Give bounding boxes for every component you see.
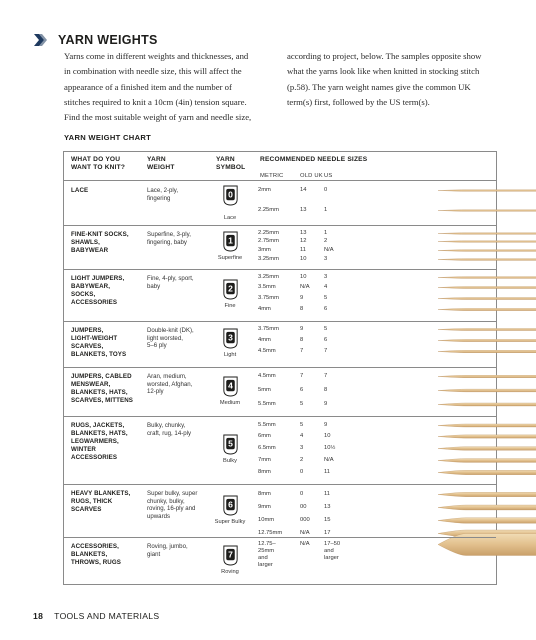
yarn-skein-icon: [221, 328, 240, 349]
header-weight-line: WEIGHT: [147, 164, 175, 172]
metric-value: 8mm: [258, 469, 271, 475]
header-weight-line: YARN: [147, 156, 166, 163]
project-line: THROWS, RUGS: [71, 559, 122, 566]
project-cell: [71, 543, 143, 567]
project-line: ACCESSORIES: [71, 454, 118, 461]
old-uk-value: 5: [300, 422, 304, 428]
symbol-name: Bulky: [223, 458, 237, 464]
us-value: 9: [324, 401, 328, 407]
old-uk-value: 8: [300, 306, 304, 312]
weight-line: Super bulky, super: [147, 490, 198, 497]
us-value: 1: [324, 207, 328, 213]
header-what-line: WHAT DO YOU: [71, 156, 121, 163]
header-us: US: [324, 173, 333, 179]
yarn-symbol: [210, 231, 250, 252]
intro-line: in combination with needle size, this will affect the: [64, 66, 242, 77]
project-line: JUMPERS,: [71, 327, 104, 334]
project-cell: [71, 373, 143, 405]
project-cell: [71, 490, 143, 514]
header-what: [71, 156, 125, 173]
chart-title: YARN WEIGHT CHART: [64, 133, 152, 142]
project-line: LACE: [71, 187, 89, 194]
weight-line: Lace, 2-ply,: [147, 187, 179, 194]
table-row: [64, 367, 496, 416]
metric-value: 10mm: [258, 517, 275, 523]
metric-value: 3.25mm: [258, 256, 279, 262]
metric-value: 2.25mm: [258, 207, 279, 213]
symbol-name: Superfine: [217, 255, 243, 261]
weight-line: upwards: [147, 512, 171, 520]
weight-cell: [147, 187, 209, 202]
us-value: 17–50: [324, 541, 341, 547]
old-uk-value: 9: [300, 326, 304, 332]
old-uk-value: 11: [300, 247, 307, 253]
weight-cell: [147, 490, 209, 520]
yarn-symbol: [210, 376, 250, 397]
old-uk-value: 7: [300, 348, 304, 354]
project-line: BABYWEAR: [71, 247, 109, 254]
weight-line: Bulky, chunky,: [147, 422, 186, 429]
old-uk-value: 13: [300, 230, 307, 236]
old-uk-value: 5: [300, 401, 304, 407]
old-uk-value: 13: [300, 207, 307, 213]
old-uk-value: 4: [300, 433, 304, 439]
weight-line: fingering: [147, 194, 171, 202]
us-value: 13: [324, 504, 331, 510]
weight-cell: [147, 231, 209, 246]
project-line: ACCESSORIES,: [71, 543, 119, 550]
yarn-symbol: [210, 185, 250, 206]
old-uk-value: 9: [300, 295, 304, 301]
intro-line: according to project, below. The samples opposite show: [287, 51, 482, 61]
symbol-number: 0: [227, 189, 233, 200]
project-line: RUGS, JACKETS,: [71, 422, 125, 429]
intro-line: appearance of a finished item and the number of: [64, 81, 232, 92]
table-row: [64, 416, 496, 484]
old-uk-value: 10: [300, 256, 307, 262]
table-row: [64, 269, 496, 321]
needle-sizes: [258, 367, 368, 416]
old-uk-value: N/A: [300, 530, 310, 536]
metric-value: 5.5mm: [258, 401, 276, 407]
project-line: SCARVES,: [71, 343, 104, 350]
table-row: [64, 225, 496, 269]
project-line: SHAWLS,: [71, 239, 100, 246]
header-symbol-line: SYMBOL: [216, 164, 246, 172]
weight-line: roving, 16-ply and: [147, 505, 196, 513]
project-line: BLANKETS, HATS,: [71, 430, 128, 437]
weight-line: worsted, Afghan,: [147, 380, 193, 388]
weight-line: 12-ply: [147, 388, 164, 396]
us-value: 10: [324, 433, 331, 439]
weight-line: Fine, 4-ply, sport,: [147, 275, 194, 282]
old-uk-value: 14: [300, 187, 307, 193]
project-line: HEAVY BLANKETS,: [71, 490, 131, 497]
metric-value: 25mm: [258, 548, 275, 554]
intro-line: Yarns come in different weights and thicknesses, and: [64, 51, 249, 61]
project-cell: [71, 187, 143, 195]
yarn-symbol: [210, 545, 250, 566]
project-line: WINTER: [71, 446, 97, 453]
symbol-number: 4: [227, 380, 233, 391]
needle-sizes: [258, 484, 368, 537]
yarn-skein-icon: [221, 434, 240, 455]
project-line: LIGHT JUMPERS,: [71, 275, 125, 282]
yarn-skein-icon: [221, 545, 240, 566]
metric-value: 3.75mm: [258, 295, 279, 301]
header-symbol-line: YARN: [216, 156, 235, 163]
yarn-skein-icon: [221, 279, 240, 300]
symbol-name: Super Bulky: [214, 519, 246, 525]
weight-line: giant: [147, 550, 161, 558]
metric-value: 2mm: [258, 187, 271, 193]
yarn-skein-icon: [221, 495, 240, 516]
metric-value: 12.75–: [258, 541, 276, 547]
project-line: RUGS, THICK: [71, 498, 113, 505]
symbol-name: Lace: [223, 215, 237, 221]
project-line: BLANKETS, HATS,: [71, 389, 128, 396]
old-uk-value: 6: [300, 387, 304, 393]
old-uk-value: 3: [300, 445, 304, 451]
symbol-number: 6: [227, 499, 233, 510]
intro-text-right: [287, 49, 501, 110]
project-line: BABYWEAR,: [71, 283, 111, 290]
needle-sizes: [258, 321, 368, 367]
us-value: 3: [324, 274, 328, 280]
metric-value: 2.25mm: [258, 230, 279, 236]
metric-value: 3.75mm: [258, 326, 279, 332]
weight-line: Superfine, 3-ply,: [147, 231, 191, 238]
old-uk-value: 0: [300, 469, 304, 475]
us-value: and: [324, 548, 334, 554]
weight-line: Roving, jumbo,: [147, 543, 188, 550]
us-value: 9: [324, 422, 328, 428]
yarn-symbol: [210, 328, 250, 349]
table-row: [64, 484, 496, 537]
us-value: 10½: [324, 445, 336, 451]
project-line: JUMPERS, CABLED: [71, 373, 132, 380]
project-cell: [71, 422, 143, 462]
project-cell: [71, 327, 143, 359]
metric-value: 3.5mm: [258, 284, 276, 290]
section-header: [33, 31, 158, 49]
intro-text-left: [64, 49, 278, 125]
us-value: 5: [324, 295, 328, 301]
us-value: N/A: [324, 457, 334, 463]
page-footer: [33, 611, 159, 621]
us-value: 17: [324, 530, 331, 536]
intro-line: term(s) first, followed by the US term(s).: [287, 96, 430, 107]
footer-section: TOOLS AND MATERIALS: [54, 611, 160, 621]
yarn-skein-icon: [221, 231, 240, 252]
symbol-number: 7: [227, 549, 233, 560]
project-line: SCARVES: [71, 506, 102, 513]
us-value: 11: [324, 469, 331, 475]
old-uk-value: 00: [300, 504, 307, 510]
needle-sizes: [258, 269, 368, 321]
old-uk-value: 000: [300, 517, 310, 523]
weight-cell: [147, 543, 209, 558]
header-weight: [147, 156, 175, 173]
weight-cell: [147, 422, 209, 437]
weight-line: chunky, bulky,: [147, 497, 185, 505]
old-uk-value: 12: [300, 238, 307, 244]
metric-value: 4.5mm: [258, 373, 276, 379]
us-value: N/A: [324, 247, 334, 253]
project-line: BLANKETS,: [71, 551, 108, 558]
symbol-number: 5: [227, 438, 233, 449]
project-cell: [71, 275, 143, 307]
project-line: LIGHT-WEIGHT: [71, 335, 118, 342]
needle-sizes: [258, 537, 368, 584]
symbol-name: Roving: [221, 569, 239, 575]
metric-value: 3.25mm: [258, 274, 279, 280]
us-value: 5: [324, 326, 328, 332]
table-row: [64, 321, 496, 367]
chevron-right-icon: [33, 33, 49, 47]
old-uk-value: N/A: [300, 284, 310, 290]
page-title: YARN WEIGHTS: [58, 33, 158, 47]
needle-sizes: [258, 416, 368, 484]
old-uk-value: 0: [300, 491, 304, 497]
us-value: larger: [324, 555, 339, 561]
us-value: 7: [324, 373, 328, 379]
metric-value: and: [258, 555, 268, 561]
intro-line: Find the most suitable weight of yarn and needle size,: [64, 112, 252, 123]
us-value: 11: [324, 491, 331, 497]
metric-value: 6.5mm: [258, 445, 276, 451]
symbol-number: 2: [227, 283, 233, 294]
weight-cell: [147, 327, 209, 350]
project-line: BLANKETS, TOYS: [71, 351, 127, 358]
metric-value: 12.75mm: [258, 530, 283, 536]
project-line: ACCESSORIES: [71, 299, 118, 306]
weight-cell: [147, 275, 209, 290]
yarn-symbol: [210, 279, 250, 300]
us-value: 1: [324, 230, 328, 236]
us-value: 4: [324, 284, 328, 290]
symbol-number: 3: [227, 332, 233, 343]
metric-value: 8mm: [258, 491, 271, 497]
weight-line: baby: [147, 282, 161, 290]
symbol-number: 1: [227, 235, 233, 246]
project-cell: [71, 231, 143, 255]
weight-line: light worsted,: [147, 334, 183, 342]
needle-sizes: [258, 225, 368, 269]
us-value: 8: [324, 387, 328, 393]
us-value: 15: [324, 517, 331, 523]
weight-line: craft, rug, 14-ply: [147, 429, 192, 437]
metric-value: larger: [258, 562, 273, 568]
needle-sizes: [258, 181, 368, 225]
metric-value: 5mm: [258, 387, 271, 393]
project-line: LEGWARMERS,: [71, 438, 119, 445]
page-number: 18: [33, 611, 44, 621]
weight-line: 5–6 ply: [147, 342, 167, 350]
old-uk-value: 2: [300, 457, 304, 463]
symbol-name: Medium: [219, 400, 241, 406]
header-metric: METRIC: [260, 173, 284, 179]
us-value: 0: [324, 187, 328, 193]
metric-value: 5.5mm: [258, 422, 276, 428]
metric-value: 3mm: [258, 247, 271, 253]
us-value: 2: [324, 238, 328, 244]
table-row: [64, 537, 496, 584]
table-row: [64, 181, 496, 225]
project-line: FINE-KNIT SOCKS,: [71, 231, 129, 238]
old-uk-value: 10: [300, 274, 307, 280]
intro-line: what the yarns look like when knitted in stocking stitch: [287, 66, 480, 77]
yarn-weight-table: [63, 151, 497, 585]
yarn-symbol: [210, 495, 250, 516]
metric-value: 6mm: [258, 433, 271, 439]
project-line: MENSWEAR,: [71, 381, 111, 388]
metric-value: 9mm: [258, 504, 271, 510]
us-value: 6: [324, 306, 328, 312]
symbol-name: Fine: [224, 303, 236, 309]
yarn-skein-icon: [221, 376, 240, 397]
weight-line: Aran, medium,: [147, 373, 187, 380]
old-uk-value: N/A: [300, 541, 310, 547]
project-line: SCARVES, MITTENS: [71, 397, 133, 404]
metric-value: 2.75mm: [258, 238, 279, 244]
intro-line: stitches required to knit a 10cm (4in) tension square.: [64, 96, 247, 107]
metric-value: 4.5mm: [258, 348, 276, 354]
header-needles: RECOMMENDED NEEDLE SIZES: [260, 156, 368, 163]
yarn-symbol: [210, 434, 250, 455]
header-olduk: OLD UK: [300, 173, 323, 179]
us-value: 7: [324, 348, 328, 354]
intro-line: (p.58). The yarn weight names give the common UK: [287, 81, 471, 92]
header-what-line: WANT TO KNIT?: [71, 164, 126, 172]
old-uk-value: 7: [300, 373, 304, 379]
symbol-name: Light: [223, 352, 237, 358]
weight-line: fingering, baby: [147, 238, 187, 246]
metric-value: 4mm: [258, 337, 271, 343]
metric-value: 4mm: [258, 306, 271, 312]
us-value: 3: [324, 256, 328, 262]
weight-cell: [147, 373, 209, 396]
header-symbol: [216, 156, 245, 173]
metric-value: 7mm: [258, 457, 271, 463]
weight-line: Double-knit (DK),: [147, 327, 194, 334]
us-value: 6: [324, 337, 328, 343]
old-uk-value: 8: [300, 337, 304, 343]
yarn-skein-icon: [221, 185, 240, 206]
project-line: SOCKS,: [71, 291, 96, 298]
